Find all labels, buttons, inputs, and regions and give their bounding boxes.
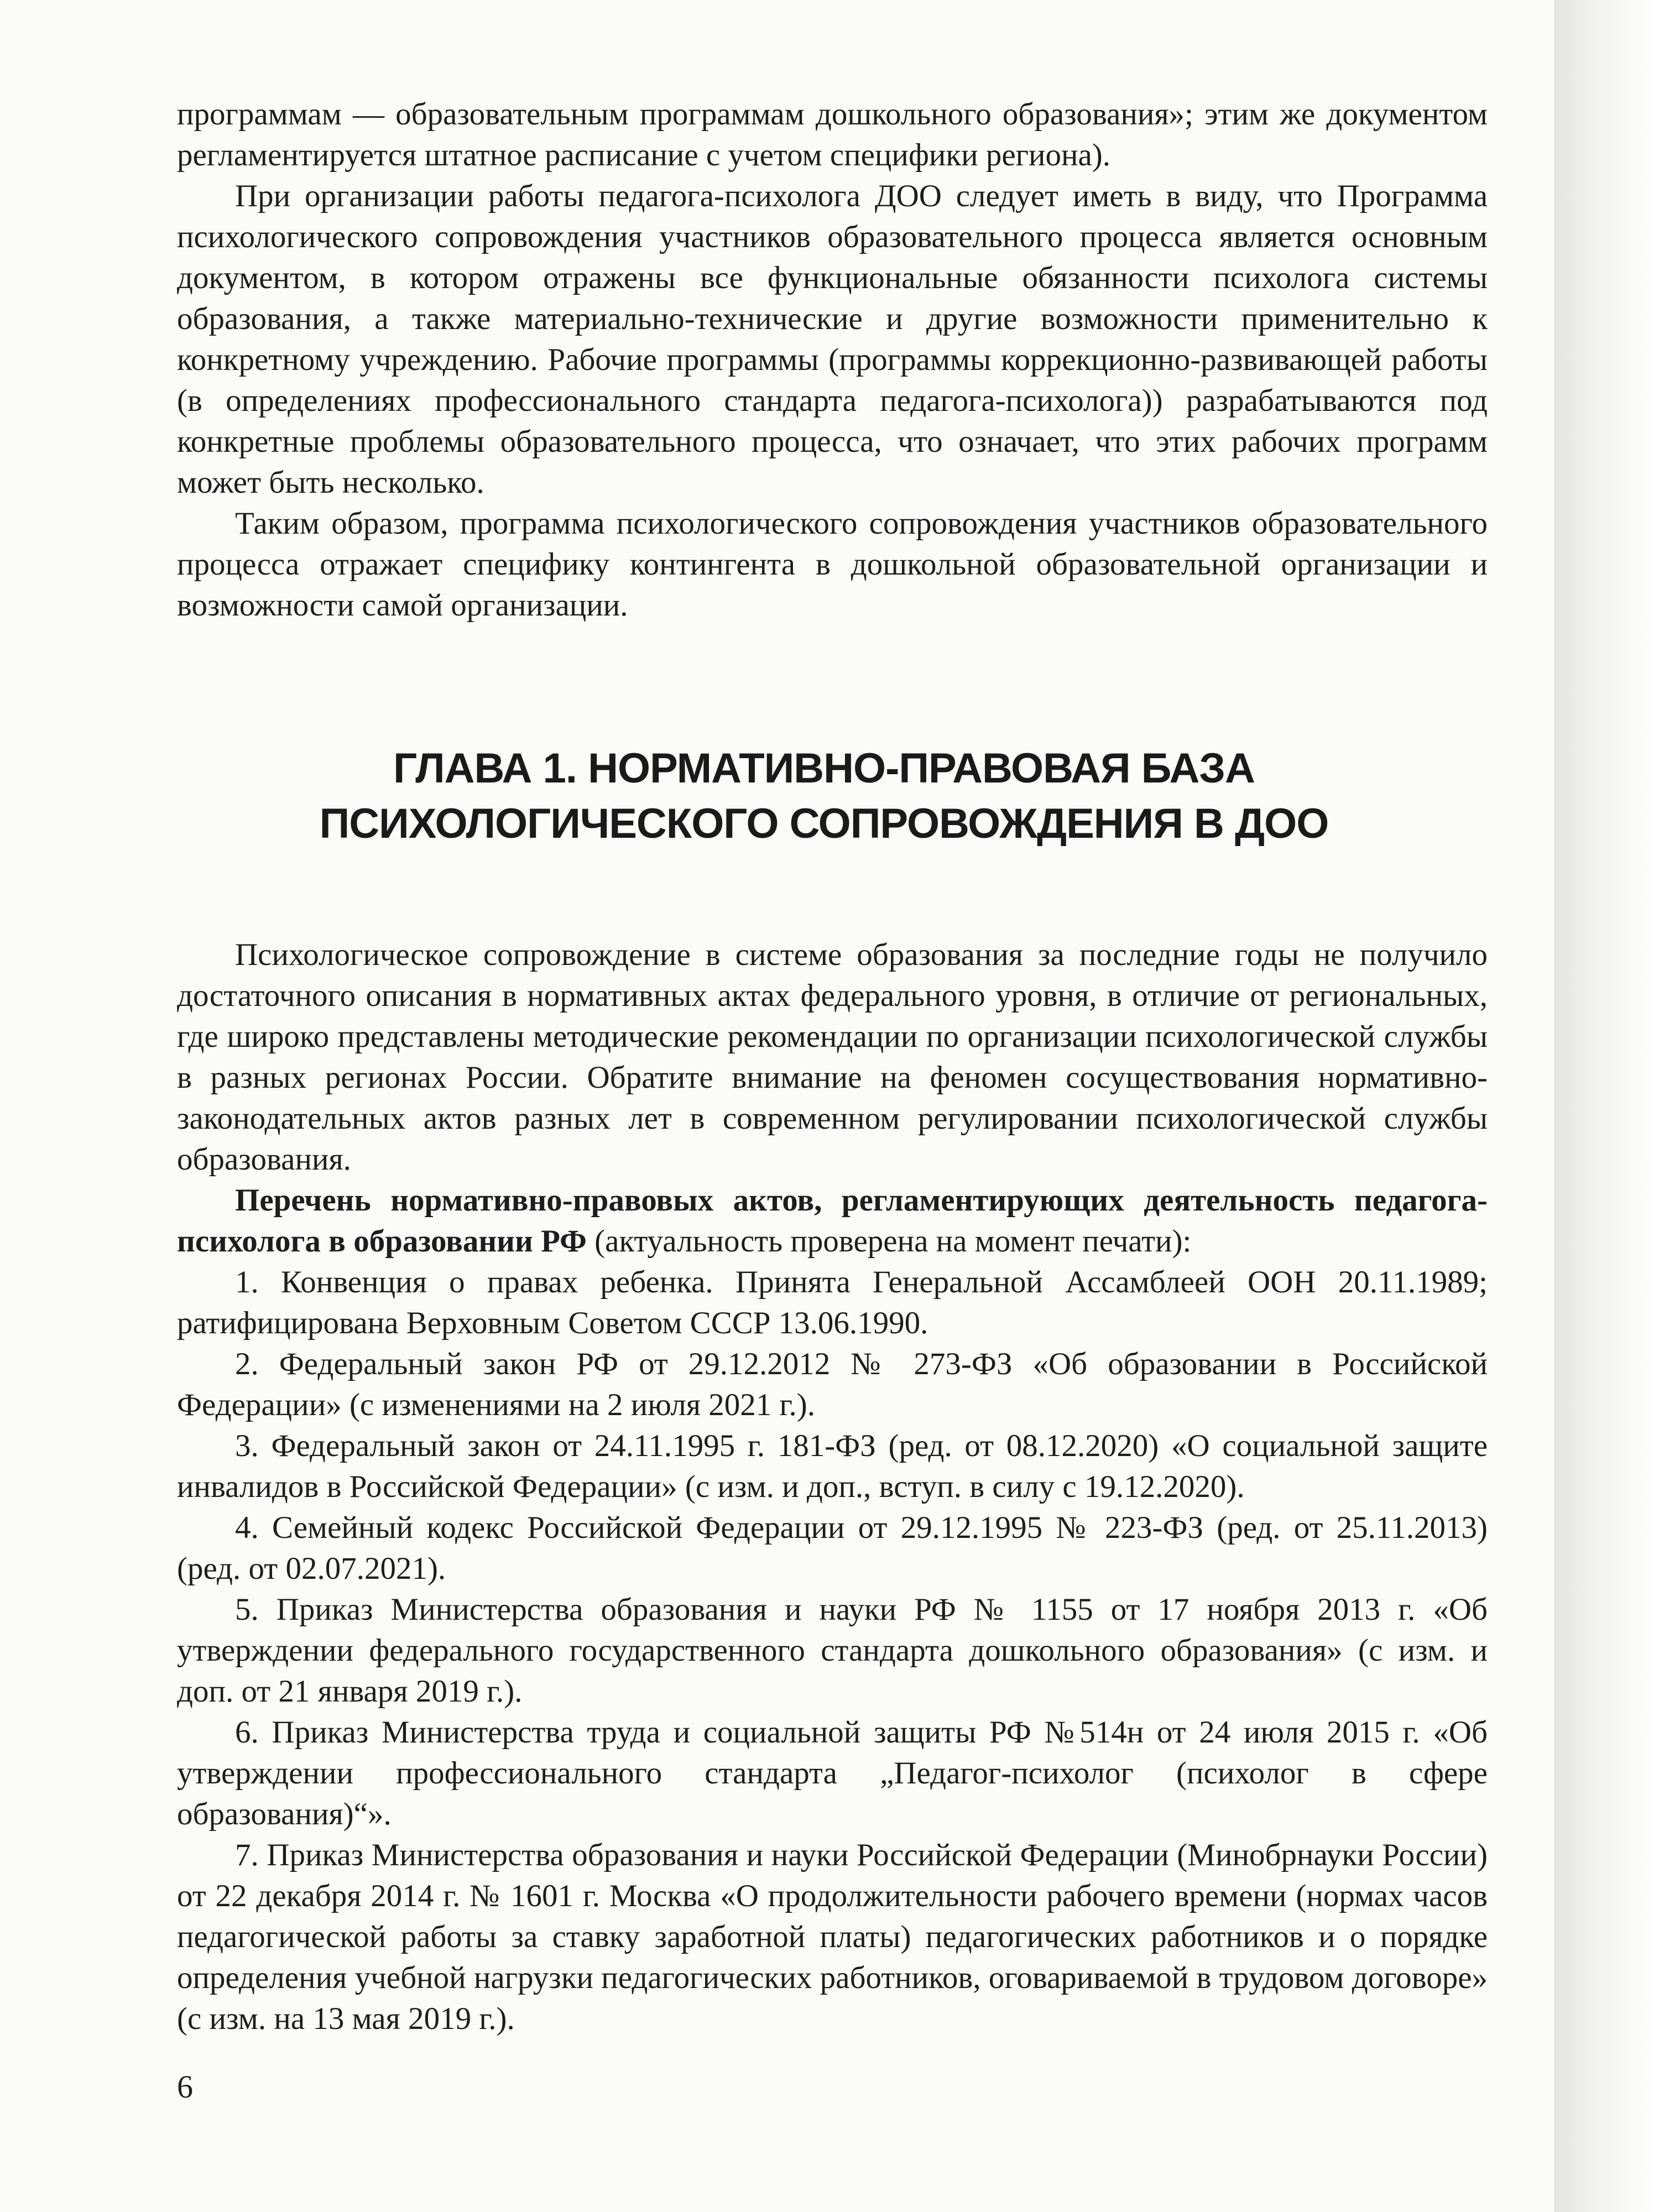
- list-heading: [177, 1180, 1488, 1262]
- page-number: 6: [177, 2069, 193, 2105]
- chapter-text: [177, 935, 1488, 2039]
- intro-text: [177, 94, 1488, 626]
- page-edge: [1554, 0, 1659, 2212]
- chapter-title-line-1: ГЛАВА 1. НОРМАТИВНО-ПРАВОВАЯ БАЗА: [393, 745, 1255, 792]
- list-item: 1. Конвенция о правах ребенка. Принята Генеральной Ассамблеей ООН 20.11.1989; ратифицирована Верховным Советом СССР 13.06.1990.: [177, 1265, 1488, 1340]
- list-item: 5. Приказ Министерства образования и науки РФ № 1155 от 17 ноября 2013 г. «Об утверждении федерального государственного стандарта дошкольного образования» (с изм. и доп. от 21 января 2019 г.).: [177, 1592, 1488, 1709]
- list-item: 3. Федеральный закон от 24.11.1995 г. 181-ФЗ (ред. от 08.12.2020) «О социальной защите инвалидов в Российской Федерации» (с изм. и доп., вступ. в силу с 19.12.2020).: [177, 1428, 1488, 1504]
- list-heading-note: (актуальность проверена на момент печати):: [586, 1224, 1192, 1259]
- chapter-paragraph-1: Психологическое сопровождение в системе образования за последние годы не получило достаточного описания в нормативных актах федерального уровня, в отличие от региональных, где широко представлены методические рекомендации по организации психологической службы в разных регионах России. Обратите внимание на феномен сосуществования нормативно-законодательных актов разных лет в современном регулировании психологической службы образования.: [177, 937, 1488, 1177]
- chapter-title: [138, 741, 1510, 852]
- list-item: 7. Приказ Министерства образования и науки Российской Федерации (Минобрнауки России) от 22 декабря 2014 г. № 1601 г. Москва «О продолжительности рабочего времени (нормах часов педагогической работы за ставку заработной платы) педагогических работников и о порядке определения учебной нагрузки педагогических работников, оговариваемой в трудовом договоре» (с изм. на 13 мая 2019 г.).: [177, 1838, 1488, 2036]
- intro-paragraph-3: Таким образом, программа психологического сопровождения участников образовательного процесса отражает специфику контингента в дошкольной образовательной организации и возможности самой организации.: [177, 506, 1488, 623]
- list-item: 2. Федеральный закон РФ от 29.12.2012 № 273-ФЗ «Об образовании в Российской Федерации» (с изменениями на 2 июля 2021 г.).: [177, 1347, 1488, 1422]
- intro-paragraph-1: программам — образовательным программам дошкольного образования»; этим же документом регламентируется штатное расписание с учетом специфики региона).: [177, 97, 1488, 173]
- chapter-title-line-2: ПСИХОЛОГИЧЕСКОГО СОПРОВОЖДЕНИЯ В ДОО: [319, 800, 1329, 847]
- intro-paragraph-2: При организации работы педагога-психолога ДОО следует иметь в виду, что Программа психологического сопровождения участников образовательного процесса является основным документом, в котором отражены все функциональные обязанности психолога системы образования, а также материально-технические и другие возможности применительно к конкретному учреждению. Рабочие программы (программы коррекционно-развивающей работы (в определениях профессионального стандарта педагога-психолога)) разрабатываются под конкретные проблемы образовательного процесса, что означает, что этих рабочих программ может быть несколько.: [177, 179, 1488, 500]
- list-item: 4. Семейный кодекс Российской Федерации от 29.12.1995 № 223-ФЗ (ред. от 25.11.2013) (ред. от 02.07.2021).: [177, 1510, 1488, 1586]
- list-heading-bold: Перечень нормативно-правовых актов, регламентирующих деятельность педагога-психолога в образовании РФ: [177, 1183, 1488, 1259]
- list-item: 6. Приказ Министерства труда и социальной защиты РФ №514н от 24 июля 2015 г. «Об утверждении профессионального стандарта „Педагог-психолог (психолог в сфере образования)“».: [177, 1715, 1488, 1832]
